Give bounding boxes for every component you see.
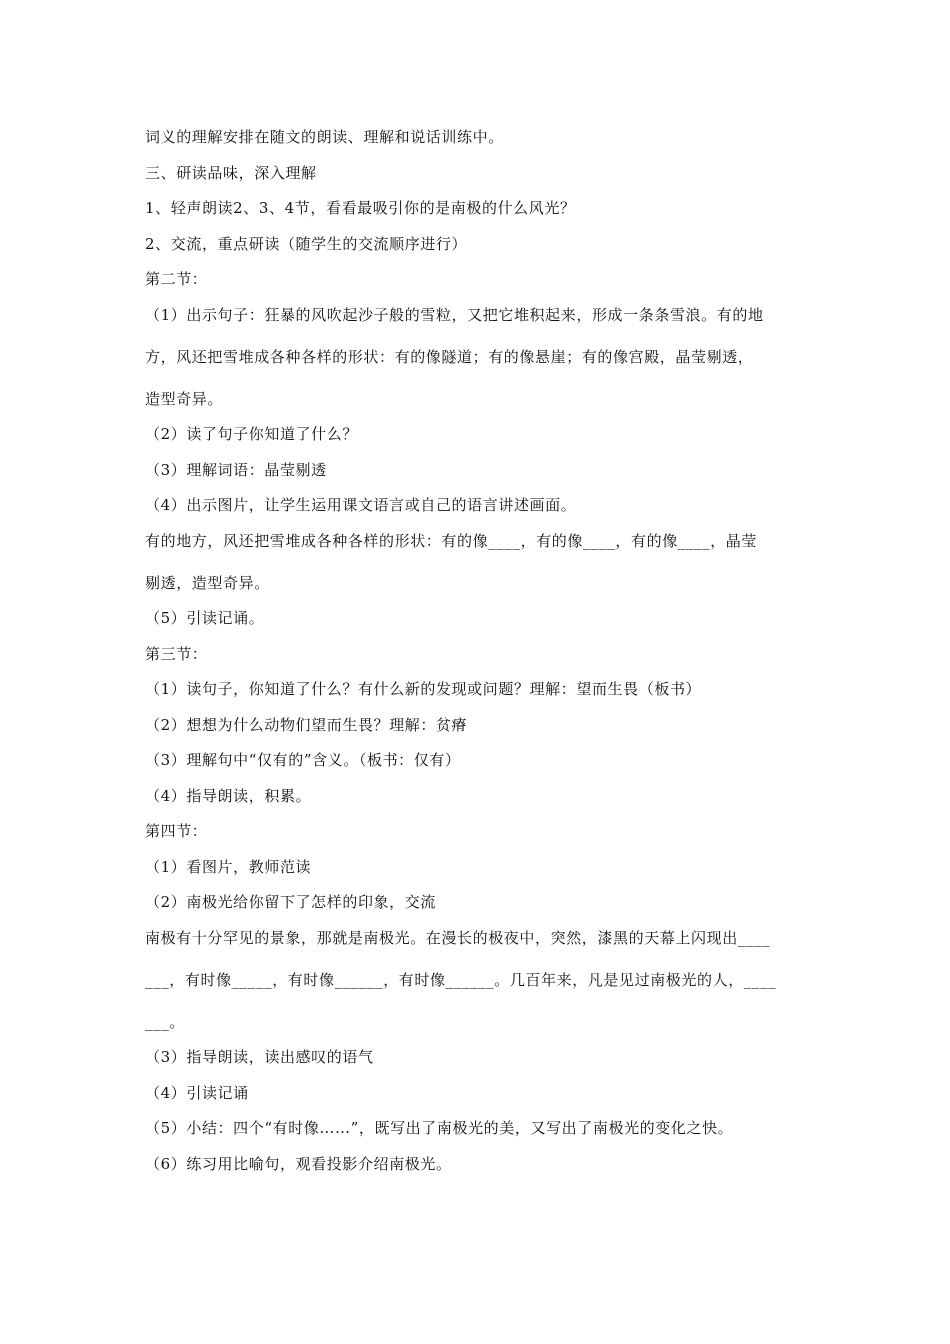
text-line: 三、研读品味，深入理解 bbox=[145, 163, 317, 182]
text-line: （4）出示图片，让学生运用课文语言或自己的语言讲述画面。 bbox=[145, 496, 577, 514]
text-line: （3）指导朗读，读出感叹的语气 bbox=[145, 1048, 374, 1066]
text-line: （3）理解句中“仅有的”含义。（板书：仅有） bbox=[145, 751, 461, 769]
text-line: ___，有时像_____，有时像______，有时像______。几百年来，凡是见过南极光的人，____ bbox=[145, 970, 777, 989]
document-body bbox=[145, 124, 815, 1186]
text-line: （5）引读记诵。 bbox=[145, 609, 265, 627]
text-line: 有的地方，风还把雪堆成各种各样的形状：有的像____，有的像____，有的像____，晶莹 bbox=[145, 531, 758, 550]
text-line: （2）想想为什么动物们望而生畏？理解：贫瘠 bbox=[145, 715, 468, 734]
text-line: 南极有十分罕见的景象，那就是南极光。在漫长的极夜中，突然，漆黑的天幕上闪现出____ bbox=[145, 928, 771, 947]
text-line: 第三节： bbox=[145, 644, 208, 663]
text-line: 第二节： bbox=[145, 270, 208, 288]
text-line: （3）理解词语：晶莹剔透 bbox=[145, 460, 327, 479]
text-line: 词义的理解安排在随文的朗读、理解和说话训练中。 bbox=[145, 128, 504, 146]
text-line: 剔透，造型奇异。 bbox=[145, 573, 270, 592]
text-line: 方，风还把雪堆成各种各样的形状：有的像隧道；有的像悬崖；有的像宫殿，晶莹剔透， bbox=[145, 347, 754, 366]
text-line: （1）看图片，教师范读 bbox=[145, 857, 312, 876]
text-line: （6）练习用比喻句，观看投影介绍南极光。 bbox=[145, 1154, 452, 1173]
text-line: （2）读了句子你知道了什么？ bbox=[145, 425, 358, 443]
text-line: 1、轻声朗读2、3、4节，看看最吸引你的是南极的什么风光？ bbox=[145, 199, 576, 217]
text-line: 2、交流，重点研读（随学生的交流顺序进行） bbox=[145, 234, 468, 253]
text-line: ___。 bbox=[145, 1012, 185, 1031]
text-line: （4）指导朗读，积累。 bbox=[145, 786, 312, 805]
text-line: （4）引读记诵 bbox=[145, 1083, 249, 1102]
text-line: （1）出示句子：狂暴的风吹起沙子般的雪粒，又把它堆积起来，形成一条条雪浪。有的地 bbox=[145, 305, 764, 324]
text-line: （5）小结：四个“有时像……”，既写出了南极光的美，又写出了南极光的变化之快。 bbox=[145, 1119, 734, 1137]
text-line: 第四节： bbox=[145, 822, 208, 840]
text-line: 造型奇异。 bbox=[145, 389, 224, 408]
text-line: （2）南极光给你留下了怎样的印象，交流 bbox=[145, 893, 436, 911]
text-line: （1）读句子，你知道了什么？有什么新的发现或问题？理解：望而生畏（板书） bbox=[145, 680, 702, 698]
